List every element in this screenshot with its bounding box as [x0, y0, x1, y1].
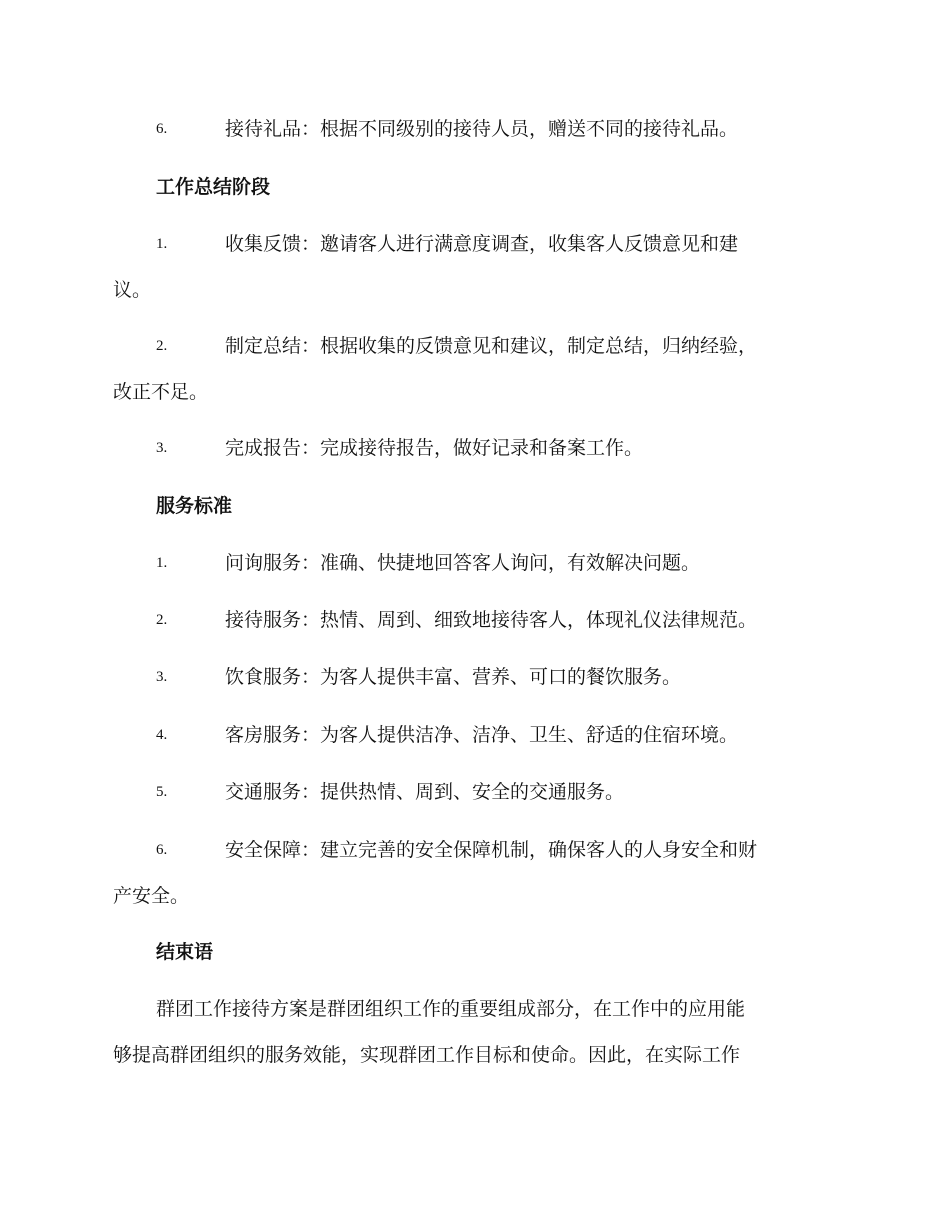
list-item-number: 2. [156, 338, 168, 354]
list-item-number: 4. [156, 727, 168, 743]
list-item-text: 客房服务：为客人提供洁净、洁净、卫生、舒适的住宿环境。 [225, 724, 739, 746]
list-item-number: 2. [156, 612, 168, 628]
list-item-continuation: 产安全。 [113, 885, 190, 907]
list-item-text: 饮食服务：为客人提供丰富、营养、可口的餐饮服务。 [225, 666, 682, 688]
list-item [113, 712, 835, 758]
list-item-text: 安全保障：建立完善的安全保障机制，确保客人的人身安全和财 [225, 839, 758, 861]
list-item-text: 问询服务：准确、快捷地回答客人询问，有效解决问题。 [225, 552, 701, 574]
paragraph-line: 群团工作接待方案是群团组织工作的重要组成部分，在工作中的应用能 [156, 998, 746, 1020]
list-item-text: 交通服务：提供热情、周到、安全的交通服务。 [225, 781, 625, 803]
list-item-text: 完成报告：完成接待报告，做好记录和备案工作。 [225, 437, 644, 459]
section-heading: 工作总结阶段 [156, 176, 271, 198]
section-heading: 服务标准 [156, 495, 233, 517]
list-item-number: 6. [156, 121, 168, 137]
list-item-text: 接待礼品：根据不同级别的接待人员，赠送不同的接待礼品。 [225, 118, 739, 140]
list-item [113, 221, 835, 313]
list-item-number: 1. [156, 236, 168, 252]
list-item-number: 6. [156, 842, 168, 858]
list-item-number: 1. [156, 555, 168, 571]
list-item-text: 接待服务：热情、周到、细致地接待客人，体现礼仪法律规范。 [225, 609, 758, 631]
list-item [113, 769, 835, 815]
list-item-number: 5. [156, 784, 168, 800]
list-item [113, 597, 835, 643]
section-heading: 结束语 [156, 941, 214, 963]
list-item-number: 3. [156, 440, 168, 456]
list-item [113, 827, 835, 919]
closing-paragraph [113, 986, 835, 1078]
list-item [113, 106, 835, 152]
list-item-text: 收集反馈：邀请客人进行满意度调查，收集客人反馈意见和建 [225, 233, 739, 255]
list-item-text: 制定总结：根据收集的反馈意见和建议，制定总结，归纳经验， [225, 335, 758, 357]
list-item-continuation: 议。 [113, 279, 152, 301]
list-item [113, 654, 835, 700]
paragraph-line: 够提高群团组织的服务效能，实现群团工作目标和使命。因此，在实际工作 [113, 1044, 741, 1066]
list-item-number: 3. [156, 669, 168, 685]
list-item [113, 540, 835, 586]
list-item [113, 425, 835, 471]
list-item [113, 323, 835, 415]
list-item-continuation: 改正不足。 [113, 381, 209, 403]
